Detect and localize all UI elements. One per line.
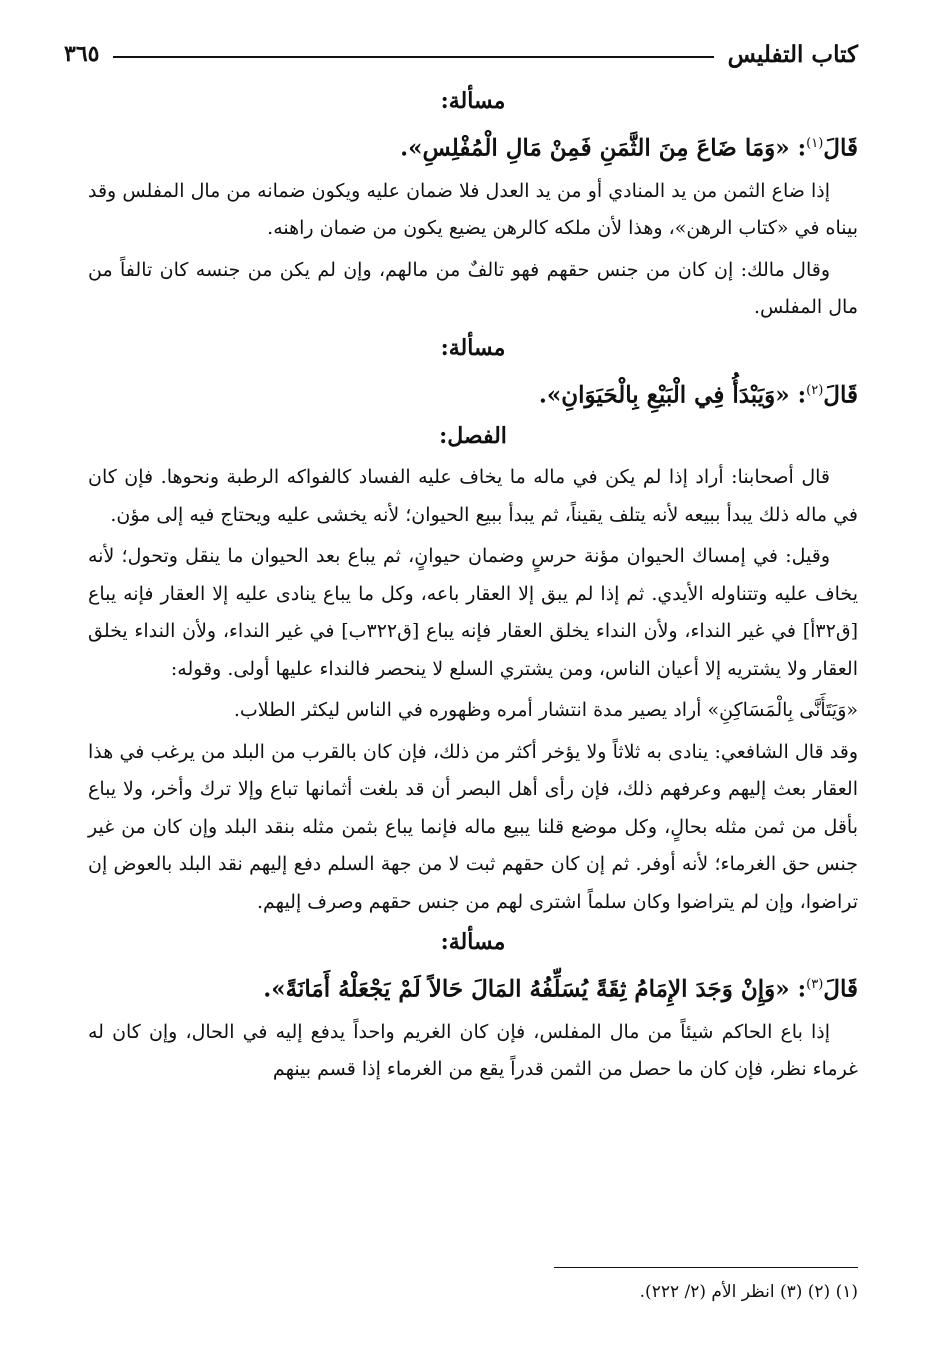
running-header	[64, 34, 858, 74]
footnote-ref: (٢)	[806, 382, 824, 398]
paragraph-text: وقد قال الشافعي: ينادى به ثلاثاً ولا يؤخر أكثر من ذلك، فإن كان بالقرب من البلد من يرغب في هذا العقار بعث إليهم وعرفهم ذلك، فإن رأى أهل البصر أن قد بلغت أثمانها تباع وإلا ترك وأخر، ولا يباع بأقل من ثمن مثله بحالٍ، وكل موضع قلنا يبيع ماله فإنما يباع بثمن مثله بنقد البلد وإن كان من غير جنس حق الغرماء؛ لأنه أوفر. ثم إن كان حقهم ثبت لا من جهة السلم دفع إليهم نقد البلد بالعوض إن تراضوا، وإن لم يتراضوا وكان سلماً اشترى لهم من جنس حقهم وصرف إليهم.	[88, 740, 858, 913]
footnote-ref: (١)	[806, 136, 824, 151]
paragraph	[88, 173, 858, 248]
quoted-text	[88, 965, 858, 1010]
quote-body: : «وَمَا ضَاعَ مِنَ الثَّمَنِ فَمِنْ مَالِ الْمُفْلِسِ».	[400, 134, 807, 162]
paragraph-text: إذا ضاع الثمن من يد المنادي أو من يد العدل فلا ضمان عليه ويكون ضمانه من مال المفلس وقد بيناه في «كتاب الرهن»، وهذا لأن ملكه كالرهن يضيع يكون من ضمان راهنه.	[88, 179, 858, 240]
header-rule	[113, 56, 713, 58]
section-heading: مسألة:	[440, 929, 506, 956]
quote-body: : «وَيَبْدَأُ فِي الْبَيْعِ بِالْحَيَوَانِ».	[538, 381, 807, 409]
quoted-text	[88, 124, 858, 169]
paragraph-text: إذا باع الحاكم شيئاً من مال المفلس، فإن كان الغريم واحداً يدفع إليه في الحال، وإن كان له غرماء نظر، فإن كان ما حصل من الثمن قدراً يقع من الغرماء إذا قسم بينهم	[88, 1020, 858, 1081]
page-number: ٣٦٥	[64, 41, 100, 67]
quote-prefix: قَالَ	[823, 381, 858, 409]
paragraph	[88, 734, 858, 922]
page-body	[88, 84, 858, 1093]
footnote-rule	[554, 1267, 858, 1268]
paragraph-text: «وَيَتَأَنَّى بِالْمَسَاكِنِ» أراد يصير مدة انتشار أمره وظهوره في الناس ليكثر الطلاب.	[233, 699, 858, 722]
paragraph-text: وقيل: في إمساك الحيوان مؤنة حرسٍ وضمان حيوانٍ، ثم يباع بعد الحيوان ما ينقل وتحول؛ لأنه يخاف عليه وتتناوله الأيدي. ثم إذا لم يبق إلا العقار باعه، وكل ما يباع ينادى عليه إلا العقار فإنه يباع [ق٣٢أ] في غير النداء، ولأن النداء يخلق العقار فإنه يباع [ق٣٢٢ب] في غير النداء، ولأن النداء يخلق العقار ولا يشتريه إلا أعيان الناس، ومن يشتري السلع لا ينحصر فالنداء عليها أولى. وقوله:	[88, 545, 858, 680]
quoted-text	[88, 371, 858, 416]
quote-prefix: قَالَ	[823, 134, 858, 162]
paragraph	[88, 1014, 858, 1089]
footnote: (١) (٢) (٣) انظر الأم (٢/ ٢٢٢).	[639, 1282, 858, 1302]
book-title: كتاب التفليس	[727, 40, 858, 68]
paragraph	[88, 459, 858, 534]
footnote-ref: (٣)	[806, 977, 824, 993]
paragraph-text: وقال مالك: إن كان من جنس حقهم فهو تالفٌ من مالهم، وإن لم يكن من جنسه كان تالفاً من مال المفلس.	[88, 258, 858, 319]
section-heading: الفصل:	[439, 423, 507, 450]
paragraph	[88, 692, 858, 730]
section-heading: مسألة:	[440, 334, 506, 361]
paragraph	[88, 252, 858, 327]
paragraph	[88, 538, 858, 688]
section-heading: مسألة:	[440, 88, 506, 114]
paragraph-text: قال أصحابنا: أراد إذا لم يكن في ماله ما يخاف عليه الفساد كالفواكه الرطبة ونحوها. فإن كان في ماله ذلك يبدأ ببيعه لأنه يتلف يقيناً، ثم يبدأ ببيع الحيوان؛ لأنه يخشى عليه ويحتاج فيه إلى مؤن.	[88, 466, 858, 526]
quote-prefix: قَالَ	[823, 975, 858, 1003]
quote-body: : «وَإِنْ وَجَدَ الإِمَامُ ثِقَةً يُسَلِّفُهُ المَالَ حَالاً لَمْ يَجْعَلْهُ أَمَانَةً».	[263, 975, 807, 1003]
